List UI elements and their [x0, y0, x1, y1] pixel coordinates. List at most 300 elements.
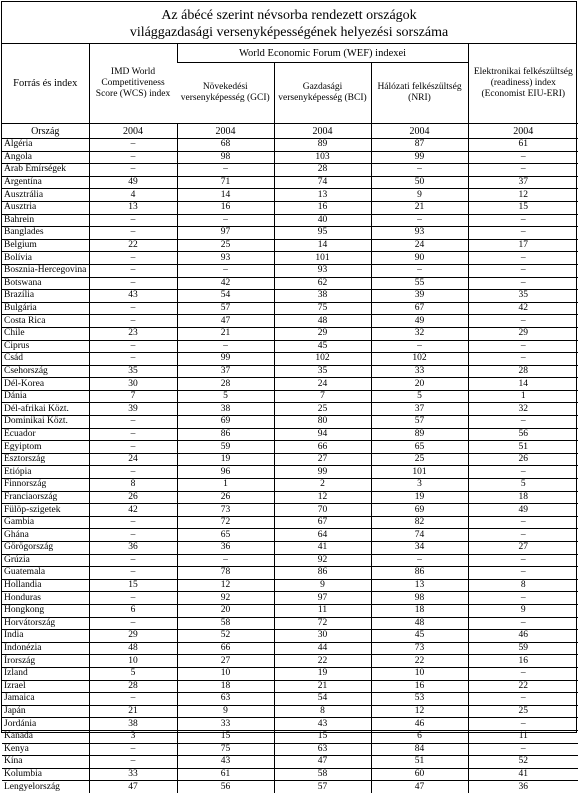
table-row — [2, 252, 578, 265]
country-cell: Dánia — [2, 390, 89, 403]
eri-header: Elektronikai felkészültség (readiness) index (Economist EIU-ERI) — [468, 44, 578, 124]
gci-rank-cell: 96 — [177, 466, 274, 479]
table-row — [2, 441, 578, 454]
imd-rank-cell: – — [89, 693, 177, 706]
country-cell: Bulgária — [2, 302, 89, 315]
gci-rank-cell: 59 — [177, 441, 274, 454]
bci-rank-cell: 72 — [274, 617, 371, 630]
country-cell: Ausztria — [2, 201, 89, 214]
nri-rank-cell: 13 — [371, 579, 468, 592]
imd-rank-cell: – — [89, 139, 177, 152]
table-row — [2, 781, 578, 793]
table-row — [2, 315, 578, 328]
country-cell: Bosznia-Hercegovina — [2, 264, 89, 277]
table-row — [2, 416, 578, 429]
bci-rank-cell: 45 — [274, 340, 371, 353]
country-cell: Gambia — [2, 516, 89, 529]
imd-rank-cell: 35 — [89, 365, 177, 378]
bci-rank-cell: 97 — [274, 592, 371, 605]
gci-rank-cell: – — [177, 214, 274, 227]
imd-rank-cell: – — [89, 743, 177, 756]
gci-rank-cell: 93 — [177, 252, 274, 265]
eri-rank-cell: 56 — [468, 428, 578, 441]
imd-rank-cell: 30 — [89, 378, 177, 391]
bci-rank-cell: 12 — [274, 491, 371, 504]
nri-rank-cell: 53 — [371, 693, 468, 706]
bci-rank-cell: 101 — [274, 252, 371, 265]
eri-rank-cell: 29 — [468, 327, 578, 340]
imd-rank-cell: – — [89, 466, 177, 479]
imd-rank-cell: 39 — [89, 403, 177, 416]
bci-rank-cell: 38 — [274, 290, 371, 303]
table-row — [2, 768, 578, 781]
table-frame — [1, 1, 577, 792]
table-row — [2, 491, 578, 504]
country-cell: India — [2, 630, 89, 643]
gci-rank-cell: 73 — [177, 504, 274, 517]
bci-rank-cell: 13 — [274, 189, 371, 202]
eri-rank-cell: – — [468, 214, 578, 227]
gci-rank-cell: 25 — [177, 239, 274, 252]
bci-rank-cell: 24 — [274, 378, 371, 391]
bci-rank-cell: 95 — [274, 227, 371, 240]
nri-rank-cell: 86 — [371, 567, 468, 580]
country-cell: Belgium — [2, 239, 89, 252]
imd-rank-cell: 7 — [89, 390, 177, 403]
country-cell: Csád — [2, 353, 89, 366]
bci-rank-cell: 41 — [274, 542, 371, 555]
eri-rank-cell: 1 — [468, 390, 578, 403]
bci-rank-cell: 29 — [274, 327, 371, 340]
gci-rank-cell: 1 — [177, 479, 274, 492]
imd-rank-cell: – — [89, 441, 177, 454]
table-row — [2, 214, 578, 227]
imd-rank-cell: – — [89, 227, 177, 240]
imd-rank-cell: 10 — [89, 655, 177, 668]
country-header: Ország — [2, 124, 89, 139]
table-row — [2, 139, 578, 152]
gci-rank-cell: 15 — [177, 730, 274, 743]
imd-rank-cell: – — [89, 529, 177, 542]
gci-rank-cell: 19 — [177, 453, 274, 466]
gci-rank-cell: 5 — [177, 390, 274, 403]
table-row — [2, 302, 578, 315]
nri-rank-cell: 34 — [371, 542, 468, 555]
nri-rank-cell: 39 — [371, 290, 468, 303]
nri-rank-cell: 16 — [371, 680, 468, 693]
country-cell: Costa Rica — [2, 315, 89, 328]
eri-rank-cell: – — [468, 315, 578, 328]
eri-rank-cell: 17 — [468, 239, 578, 252]
imd-rank-cell: 21 — [89, 705, 177, 718]
country-cell: Izrael — [2, 680, 89, 693]
title-line-1: Az ábécé szerint névsorba rendezett országok — [161, 8, 417, 23]
gci-rank-cell: 92 — [177, 592, 274, 605]
imd-rank-cell: 48 — [89, 642, 177, 655]
imd-rank-cell: 15 — [89, 579, 177, 592]
table-row — [2, 579, 578, 592]
bci-rank-cell: 47 — [274, 756, 371, 769]
eri-rank-cell: 14 — [468, 378, 578, 391]
nri-rank-cell: 51 — [371, 756, 468, 769]
bci-rank-cell: 22 — [274, 655, 371, 668]
year-cell: 2004 — [89, 124, 177, 139]
gci-rank-cell: 16 — [177, 201, 274, 214]
imd-rank-cell: – — [89, 592, 177, 605]
gci-rank-cell: 10 — [177, 667, 274, 680]
country-cell: Banglades — [2, 227, 89, 240]
imd-rank-cell: 6 — [89, 604, 177, 617]
country-cell: Honduras — [2, 592, 89, 605]
country-cell: Észtország — [2, 453, 89, 466]
country-cell: Horvátország — [2, 617, 89, 630]
table-row — [2, 277, 578, 290]
country-cell: Kenya — [2, 743, 89, 756]
country-cell: Kolumbia — [2, 768, 89, 781]
gci-rank-cell: 37 — [177, 365, 274, 378]
imd-rank-cell: – — [89, 353, 177, 366]
country-cell: Argentína — [2, 176, 89, 189]
table-body — [2, 139, 578, 793]
gci-rank-cell: 42 — [177, 277, 274, 290]
bci-rank-cell: 48 — [274, 315, 371, 328]
eri-rank-cell: 27 — [468, 542, 578, 555]
table-row — [2, 693, 578, 706]
bci-rank-cell: 66 — [274, 441, 371, 454]
imd-rank-cell: 3 — [89, 730, 177, 743]
nri-rank-cell: 19 — [371, 491, 468, 504]
nri-rank-cell: 33 — [371, 365, 468, 378]
nri-rank-cell: 84 — [371, 743, 468, 756]
imd-rank-cell: 36 — [89, 542, 177, 555]
nri-rank-cell: 47 — [371, 781, 468, 793]
imd-rank-cell: 4 — [89, 189, 177, 202]
gci-rank-cell: 33 — [177, 718, 274, 731]
bci-rank-cell: 54 — [274, 693, 371, 706]
eri-rank-cell: – — [468, 554, 578, 567]
eri-rank-cell: 46 — [468, 630, 578, 643]
bci-rank-cell: 25 — [274, 403, 371, 416]
nri-rank-cell: 24 — [371, 239, 468, 252]
gci-rank-cell: 43 — [177, 756, 274, 769]
eri-rank-cell: – — [468, 227, 578, 240]
eri-rank-cell: – — [468, 252, 578, 265]
bci-rank-cell: 75 — [274, 302, 371, 315]
table-row — [2, 642, 578, 655]
imd-rank-cell: 26 — [89, 491, 177, 504]
page-title — [2, 2, 576, 44]
nri-rank-cell: 90 — [371, 252, 468, 265]
gci-rank-cell: 68 — [177, 139, 274, 152]
table-row — [2, 730, 578, 743]
nri-rank-cell: 37 — [371, 403, 468, 416]
nri-rank-cell: 55 — [371, 277, 468, 290]
imd-rank-cell: 22 — [89, 239, 177, 252]
nri-rank-cell: 6 — [371, 730, 468, 743]
country-cell: Dominikai Közt. — [2, 416, 89, 429]
eri-rank-cell: 42 — [468, 302, 578, 315]
country-cell: Dél-Korea — [2, 378, 89, 391]
table-row — [2, 353, 578, 366]
gci-rank-cell: 65 — [177, 529, 274, 542]
eri-rank-cell: – — [468, 718, 578, 731]
bci-rank-cell: 30 — [274, 630, 371, 643]
table-row — [2, 428, 578, 441]
gci-header: Növekedési versenyképesség (GCI) — [177, 63, 274, 124]
table-row — [2, 617, 578, 630]
eri-rank-cell: – — [468, 743, 578, 756]
gci-rank-cell: 36 — [177, 542, 274, 555]
country-cell: Egyiptom — [2, 441, 89, 454]
imd-rank-cell: 42 — [89, 504, 177, 517]
bci-rank-cell: 16 — [274, 201, 371, 214]
imd-rank-cell: 49 — [89, 176, 177, 189]
bci-rank-cell: 11 — [274, 604, 371, 617]
table-row — [2, 718, 578, 731]
nri-header: Hálózati felkészültség (NRI) — [371, 63, 468, 124]
bci-rank-cell: 15 — [274, 730, 371, 743]
gci-rank-cell: 12 — [177, 579, 274, 592]
eri-rank-cell: 59 — [468, 642, 578, 655]
country-cell: Guatemala — [2, 567, 89, 580]
eri-rank-cell: 15 — [468, 201, 578, 214]
table-row — [2, 504, 578, 517]
bci-rank-cell: 63 — [274, 743, 371, 756]
eri-rank-cell: – — [468, 529, 578, 542]
country-cell: Indonézia — [2, 642, 89, 655]
nri-rank-cell: – — [371, 340, 468, 353]
year-row — [2, 124, 578, 139]
imd-rank-cell: – — [89, 416, 177, 429]
gci-rank-cell: 9 — [177, 705, 274, 718]
bci-rank-cell: 86 — [274, 567, 371, 580]
bci-rank-cell: 27 — [274, 453, 371, 466]
gci-rank-cell: 38 — [177, 403, 274, 416]
bci-rank-cell: 92 — [274, 554, 371, 567]
source-index-header: Forrás és index — [2, 44, 89, 124]
imd-rank-cell: – — [89, 315, 177, 328]
country-cell: Japán — [2, 705, 89, 718]
eri-rank-cell: – — [468, 353, 578, 366]
table-row — [2, 327, 578, 340]
bci-rank-cell: 64 — [274, 529, 371, 542]
bci-rank-cell: 43 — [274, 718, 371, 731]
nri-rank-cell: 89 — [371, 428, 468, 441]
gci-rank-cell: 66 — [177, 642, 274, 655]
table-row — [2, 756, 578, 769]
gci-rank-cell: 98 — [177, 151, 274, 164]
nri-rank-cell: 9 — [371, 189, 468, 202]
eri-rank-cell: 49 — [468, 504, 578, 517]
table-row — [2, 680, 578, 693]
eri-rank-cell: – — [468, 617, 578, 630]
country-cell: Botswana — [2, 277, 89, 290]
imd-rank-cell: – — [89, 151, 177, 164]
bci-rank-cell: 35 — [274, 365, 371, 378]
country-cell: Ausztrália — [2, 189, 89, 202]
imd-rank-cell: 43 — [89, 290, 177, 303]
eri-rank-cell: 61 — [468, 139, 578, 152]
imd-rank-cell: – — [89, 428, 177, 441]
bci-rank-cell: 94 — [274, 428, 371, 441]
eri-rank-cell: – — [468, 466, 578, 479]
country-cell: Jordánia — [2, 718, 89, 731]
year-cell: 2004 — [274, 124, 371, 139]
imd-rank-cell: – — [89, 617, 177, 630]
nri-rank-cell: 10 — [371, 667, 468, 680]
bci-rank-cell: 102 — [274, 353, 371, 366]
table-row — [2, 630, 578, 643]
imd-rank-cell: – — [89, 554, 177, 567]
bci-rank-cell: 58 — [274, 768, 371, 781]
bci-rank-cell: 28 — [274, 164, 371, 177]
table-row — [2, 567, 578, 580]
table-row — [2, 655, 578, 668]
table-row — [2, 340, 578, 353]
eri-rank-cell: 32 — [468, 403, 578, 416]
nri-rank-cell: – — [371, 264, 468, 277]
country-cell: Fülöp-szigetek — [2, 504, 89, 517]
imd-rank-cell: 5 — [89, 667, 177, 680]
eri-rank-cell: 51 — [468, 441, 578, 454]
gci-rank-cell: 61 — [177, 768, 274, 781]
bci-rank-cell: 93 — [274, 264, 371, 277]
bci-rank-cell: 9 — [274, 579, 371, 592]
imd-rank-cell: – — [89, 302, 177, 315]
country-cell: Finnország — [2, 479, 89, 492]
nri-rank-cell: 74 — [371, 529, 468, 542]
bci-rank-cell: 89 — [274, 139, 371, 152]
gci-rank-cell: 52 — [177, 630, 274, 643]
country-cell: Görögország — [2, 542, 89, 555]
country-cell: Arab Emírségek — [2, 164, 89, 177]
table-row — [2, 365, 578, 378]
nri-rank-cell: 18 — [371, 604, 468, 617]
gci-rank-cell: 20 — [177, 604, 274, 617]
country-cell: Brazília — [2, 290, 89, 303]
bci-rank-cell: 2 — [274, 479, 371, 492]
table-row — [2, 592, 578, 605]
eri-rank-cell: 52 — [468, 756, 578, 769]
nri-rank-cell: – — [371, 214, 468, 227]
table-row — [2, 390, 578, 403]
gci-rank-cell: 54 — [177, 290, 274, 303]
country-cell: Chile — [2, 327, 89, 340]
nri-rank-cell: 102 — [371, 353, 468, 366]
bci-rank-cell: 19 — [274, 667, 371, 680]
table-row — [2, 529, 578, 542]
nri-rank-cell: 5 — [371, 390, 468, 403]
gci-rank-cell: 21 — [177, 327, 274, 340]
nri-rank-cell: 49 — [371, 315, 468, 328]
imd-rank-cell: 24 — [89, 453, 177, 466]
nri-rank-cell: 87 — [371, 139, 468, 152]
imd-rank-cell: 29 — [89, 630, 177, 643]
title-line-2: világgazdasági versenyképességének helyezési sorszáma — [129, 25, 449, 40]
country-cell: Kanada — [2, 730, 89, 743]
country-cell: Jamaica — [2, 693, 89, 706]
nri-rank-cell: 25 — [371, 453, 468, 466]
country-cell: Kína — [2, 756, 89, 769]
imd-rank-cell: 23 — [89, 327, 177, 340]
year-cell: 2004 — [371, 124, 468, 139]
eri-rank-cell: – — [468, 151, 578, 164]
table-row — [2, 164, 578, 177]
nri-rank-cell: – — [371, 164, 468, 177]
nri-rank-cell: 69 — [371, 504, 468, 517]
gci-rank-cell: 99 — [177, 353, 274, 366]
nri-rank-cell: 45 — [371, 630, 468, 643]
table-row — [2, 264, 578, 277]
wef-header: World Economic Forum (WEF) indexei — [177, 44, 468, 63]
nri-rank-cell: 73 — [371, 642, 468, 655]
imd-rank-cell: – — [89, 567, 177, 580]
table-row — [2, 479, 578, 492]
nri-rank-cell: 57 — [371, 416, 468, 429]
country-cell: Franciaország — [2, 491, 89, 504]
table-row — [2, 554, 578, 567]
table-row — [2, 290, 578, 303]
nri-rank-cell: 50 — [371, 176, 468, 189]
eri-rank-cell: – — [468, 592, 578, 605]
bci-rank-cell: 103 — [274, 151, 371, 164]
bci-rank-cell: 8 — [274, 705, 371, 718]
imd-rank-cell: 38 — [89, 718, 177, 731]
gci-rank-cell: 28 — [177, 378, 274, 391]
nri-rank-cell: 20 — [371, 378, 468, 391]
gci-rank-cell: 56 — [177, 781, 274, 793]
imd-rank-cell: 28 — [89, 680, 177, 693]
year-cell: 2004 — [468, 124, 578, 139]
table-row — [2, 705, 578, 718]
bci-rank-cell: 40 — [274, 214, 371, 227]
imd-rank-cell: 8 — [89, 479, 177, 492]
gci-rank-cell: – — [177, 340, 274, 353]
eri-rank-cell: 41 — [468, 768, 578, 781]
country-cell: Hollandia — [2, 579, 89, 592]
table-row — [2, 516, 578, 529]
eri-rank-cell: – — [468, 567, 578, 580]
rankings-table — [2, 44, 578, 793]
table-row — [2, 542, 578, 555]
country-cell: Ecuador — [2, 428, 89, 441]
country-cell: Algéria — [4, 139, 33, 150]
gci-rank-cell: – — [177, 264, 274, 277]
gci-rank-cell: 71 — [177, 176, 274, 189]
country-cell: Csehország — [2, 365, 89, 378]
nri-rank-cell: 101 — [371, 466, 468, 479]
nri-rank-cell: 60 — [371, 768, 468, 781]
country-cell: Grúzia — [2, 554, 89, 567]
country-cell: Írország — [2, 655, 89, 668]
bci-rank-cell: 80 — [274, 416, 371, 429]
gci-rank-cell: 72 — [177, 516, 274, 529]
nri-rank-cell: 22 — [371, 655, 468, 668]
imd-rank-cell: – — [89, 264, 177, 277]
nri-rank-cell: 99 — [371, 151, 468, 164]
eri-rank-cell: – — [468, 277, 578, 290]
country-cell: Bolívia — [2, 252, 89, 265]
eri-rank-cell: – — [468, 164, 578, 177]
gci-rank-cell: 14 — [177, 189, 274, 202]
eri-rank-cell: 12 — [468, 189, 578, 202]
gci-rank-cell: 26 — [177, 491, 274, 504]
nri-rank-cell: 12 — [371, 705, 468, 718]
gci-rank-cell: 86 — [177, 428, 274, 441]
imd-rank-cell: – — [89, 756, 177, 769]
gci-rank-cell: 58 — [177, 617, 274, 630]
bci-rank-cell: 21 — [274, 680, 371, 693]
